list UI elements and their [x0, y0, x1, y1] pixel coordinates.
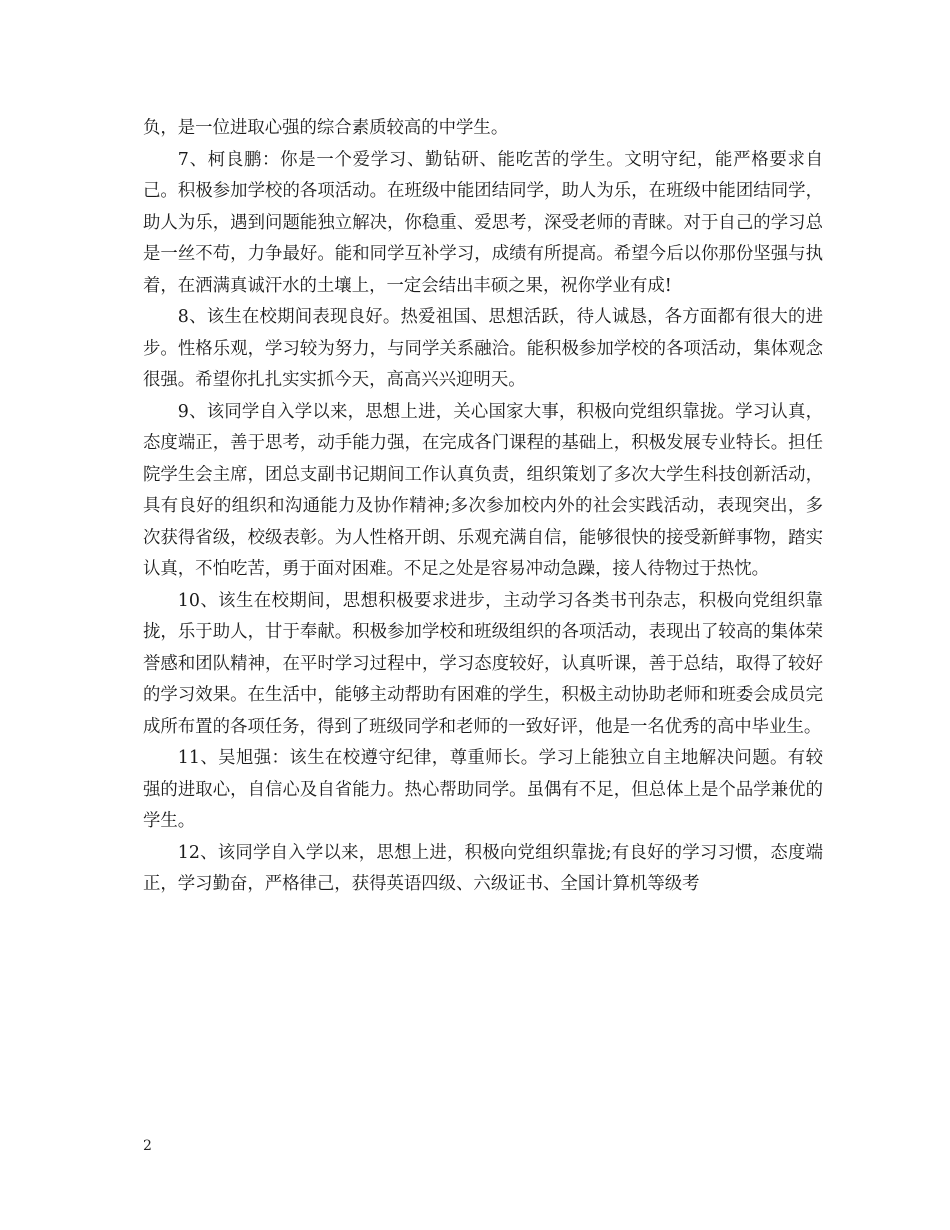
- paragraph-comment-10: 10、该生在校期间，思想积极要求进步，主动学习各类书刊杂志，积极向党组织靠拢，乐于助人，甘于奉献。积极参加学校和班级组织的各项活动，表现出了较高的集体荣誉感和团队精神，在平时学习过程中，学习态度较好，认真听课，善于总结，取得了较好的学习效果。在生活中，能够主动帮助有困难的学生，积极主动协助老师和班委会成员完成所布置的各项任务，得到了班级同学和老师的一致好评，他是一名优秀的高中毕业生。: [143, 590, 823, 737]
- page-number: 2: [143, 1138, 152, 1154]
- paragraph-continuation: 负，是一位进取心强的综合素质较高的中学生。: [143, 118, 509, 138]
- paragraph-comment-8: 8、该生在校期间表现良好。热爱祖国、思想活跃，待人诚恳，各方面都有很大的进步。性格乐观，学习较为努力，与同学关系融洽。能积极参加学校的各项活动，集体观念很强。希望你扎扎实实抓今天，高高兴兴迎明天。: [143, 307, 823, 390]
- paragraph-comment-11: 11、吴旭强：该生在校遵守纪律，尊重师长。学习上能独立自主地解决问题。有较强的进取心，自信心及自省能力。热心帮助同学。虽偶有不足，但总体上是个品学兼优的学生。: [143, 748, 823, 831]
- paragraph-comment-9: 9、该同学自入学以来，思想上进，关心国家大事，积极向党组织靠拢。学习认真，态度端正，善于思考，动手能力强，在完成各门课程的基础上，积极发展专业特长。担任院学生会主席，团总支副书记期间工作认真负责，组织策划了多次大学生科技创新活动，具有良好的组织和沟通能力及协作精神;多次参加校内外的社会实践活动，表现突出，多次获得省级，校级表彰。为人性格开朗、乐观充满自信，能够很快的接受新鲜事物，踏实认真，不怕吃苦，勇于面对困难。不足之处是容易冲动急躁，接人待物过于热忱。: [143, 401, 823, 579]
- document-body: [143, 113, 823, 901]
- paragraph-comment-12: 12、该同学自入学以来，思想上进，积极向党组织靠拢;有良好的学习习惯，态度端正，学习勤奋，严格律己，获得英语四级、六级证书、全国计算机等级考: [143, 842, 823, 894]
- paragraph-comment-7: 7、柯良鹏：你是一个爱学习、勤钻研、能吃苦的学生。文明守纪，能严格要求自己。积极参加学校的各项活动。在班级中能团结同学，助人为乐，在班级中能团结同学，助人为乐，遇到问题能独立解决，你稳重、爱思考，深受老师的青睐。对于自己的学习总是一丝不苟，力争最好。能和同学互补学习，成绩有所提高。希望今后以你那份坚强与执着，在洒满真诚汗水的土壤上，一定会结出丰硕之果，祝你学业有成!: [143, 149, 823, 296]
